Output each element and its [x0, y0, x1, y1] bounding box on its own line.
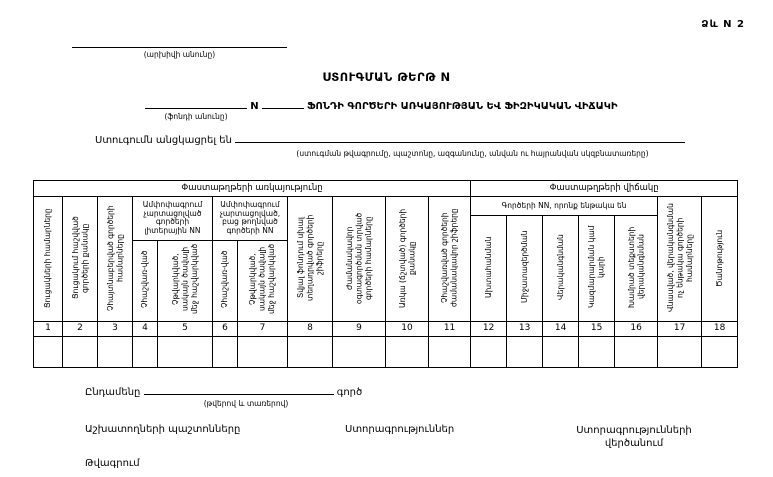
col-number-2: 2 — [63, 321, 98, 336]
subtitle: ՖՈՆԴԻ ԳՈՐԾԵՐԻ ԱՌԿԱՅՈՒԹՅԱՆ ԵՎ ՖԻԶԻԿԱԿԱՆ ՎԻՃԱԿԻ — [306, 101, 618, 112]
group-header-omitted-nn: Ամփոփագրում չարտացոլված, բաց թողնված գործերի NN — [213, 197, 288, 241]
col-header-16: Խամրած տեքստերի վերականգնման — [615, 216, 658, 322]
col-header-8: Տվյալ ֆոնդում սխալ տեղադրված գործերի շիֆրերը — [288, 197, 333, 322]
col-number-3: 3 — [98, 321, 133, 336]
dating-label: Թվագրում — [85, 458, 140, 469]
fund-n-label: N — [250, 101, 259, 112]
conducted-by-label: Ստուգումն անցկացրել են — [95, 135, 232, 146]
data-cell-3 — [98, 336, 133, 367]
total-unit-label: գործ — [336, 387, 363, 398]
data-cell-17 — [658, 336, 702, 367]
col-number-18: 18 — [702, 321, 738, 336]
positions-label: Աշխատողների պաշտոնները — [85, 424, 241, 435]
signatures-label: Ստորագրություններ — [345, 424, 455, 435]
col-number-11: 11 — [429, 321, 471, 336]
col-header-14: Վերականգնման — [543, 216, 579, 322]
col-number-7: 7 — [238, 321, 288, 336]
data-cell-18 — [702, 336, 738, 367]
group-header-subject: Գործերի NN, որոնք ենթակա են — [471, 197, 658, 216]
archive-name-blank — [72, 37, 287, 48]
col-number-1: 1 — [34, 321, 63, 336]
col-header-7: Չթվարկված, սակայն ծավալի մեջ հաշվարկված — [238, 240, 288, 321]
total-label: Ընդամենը — [85, 387, 141, 398]
total-blank — [144, 383, 334, 395]
data-cell-4 — [133, 336, 158, 367]
col-number-17: 17 — [658, 321, 702, 336]
form-number: Ձև N 2 — [701, 19, 745, 30]
col-header-17: Վնասված, վերականգնման ոչ ենթակա գործերի համարները — [658, 197, 702, 322]
data-cell-1 — [34, 336, 63, 367]
group-header-availability: Փաստաթղթերի առկայությունը — [34, 181, 471, 197]
col-header-4: Չհաշվառ-ված — [133, 240, 158, 321]
conducted-by-line — [95, 131, 685, 146]
data-cell-6 — [213, 336, 238, 367]
fund-title-line — [145, 97, 618, 112]
data-cell-16 — [615, 336, 658, 367]
col-number-14: 14 — [543, 321, 579, 336]
col-number-16: 16 — [615, 321, 658, 336]
data-cell-12 — [471, 336, 507, 367]
data-cell-8 — [288, 336, 333, 367]
col-header-18: Ծանոթություն — [702, 197, 738, 322]
data-cell-7 — [238, 336, 288, 367]
data-cell-11 — [429, 336, 471, 367]
col-header-3: Չհայտնաբերված գործերի համարները — [98, 197, 133, 322]
col-number-10: 10 — [386, 321, 429, 336]
fund-number-blank — [262, 97, 304, 109]
col-number-15: 15 — [579, 321, 615, 336]
col-header-12: Ախտահանման — [471, 216, 507, 322]
col-number-12: 12 — [471, 321, 507, 336]
col-header-13: Միջատազերծման — [507, 216, 543, 322]
col-number-8: 8 — [288, 321, 333, 336]
data-cell-15 — [579, 336, 615, 367]
data-cell-13 — [507, 336, 543, 367]
fund-name-blank — [145, 97, 247, 109]
col-number-13: 13 — [507, 321, 543, 336]
col-number-4: 4 — [133, 321, 158, 336]
total-line — [85, 383, 362, 398]
col-header-11: Չհաշվառված գործերի ժամանակավոր շիֆրերը — [429, 197, 471, 322]
data-cell-2 — [63, 336, 98, 367]
col-header-15: Կազմարարման կամ կարի — [579, 216, 615, 322]
conducted-by-blank — [235, 131, 685, 143]
page-title: ՍՏՈՒԳՄԱՆ ԹԵՐԹ N — [322, 70, 451, 84]
data-cell-14 — [543, 336, 579, 367]
col-header-10: Առկա (ճշտված) գործերի քանակը — [386, 197, 429, 322]
conducted-by-caption: (ստուգման թվագրումը, պաշտոնը, ազգանունը, անվան ու հայրանվան սկզբնատառերը) — [296, 149, 649, 158]
col-header-9: Ժամանակավոր օգտագործման տրված գործերի համարները — [333, 197, 386, 322]
fund-name-caption: (ֆոնդի անունը) — [164, 112, 228, 121]
data-cell-10 — [386, 336, 429, 367]
verification-table — [33, 180, 738, 368]
col-number-9: 9 — [333, 321, 386, 336]
col-header-2: Ցուցակում հաշվված գործերի քանակը — [63, 197, 98, 322]
signatures-decipher-label: Ստորագրությունների վերծանում — [576, 425, 692, 449]
col-header-1: Ցուցակների համարները — [34, 197, 63, 322]
data-cell-9 — [333, 336, 386, 367]
col-header-5: Չթվարկված, սակայն ծավալի մեջ հաշվարկված — [158, 240, 213, 321]
col-number-6: 6 — [213, 321, 238, 336]
group-header-literal-nn: Ամփոփագրում չարտացոլված գործերի լիտերային NN — [133, 197, 213, 241]
total-caption: (թվերով և տառերով) — [203, 399, 289, 408]
col-header-6: Չհաշվառ-ված — [213, 240, 238, 321]
data-cell-5 — [158, 336, 213, 367]
col-number-5: 5 — [158, 321, 213, 336]
archive-name-caption: (արխիվի անունը) — [143, 50, 216, 59]
group-header-condition: Փաստաթղթերի վիճակը — [471, 181, 738, 197]
